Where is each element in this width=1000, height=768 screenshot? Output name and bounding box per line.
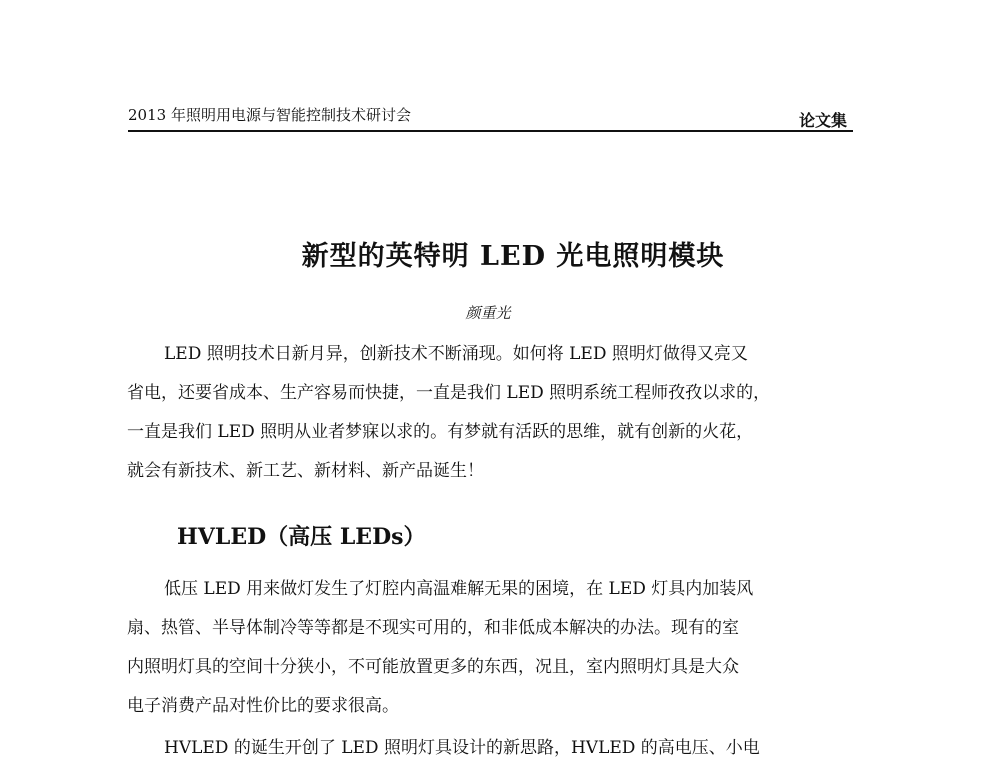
section-paragraph (127, 570, 855, 726)
intro-line: 省电，还要省成本、生产容易而快捷，一直是我们 LED 照明系统工程师孜孜以求的， (127, 383, 771, 403)
running-header (128, 100, 853, 132)
intro-line: 就会有新技术、新工艺、新材料、新产品诞生！ (127, 461, 484, 481)
section-line: 内照明灯具的空间十分狭小，不可能放置更多的东西，况且，室内照明灯具是大众 (127, 657, 739, 677)
paper-title: 新型的英特明 LED 光电照明模块 (301, 241, 725, 272)
proceedings-label: 论文集 (798, 111, 847, 130)
section-line: 电子消费产品对性价比的要求很高。 (127, 696, 399, 716)
section-heading: HVLED（高压 LEDs） (177, 524, 426, 550)
section-line: 扇、热管、半导体制冷等等都是不现实可用的，和非低成本解决的办法。现有的室 (127, 618, 739, 638)
author-name: 颜重光 (465, 304, 511, 322)
partial-line: HVLED 的诞生开创了 LED 照明灯具设计的新思路，HVLED 的高电压、小电 (164, 738, 760, 758)
intro-line: LED 照明技术日新月异，创新技术不断涌现。如何将 LED 照明灯做得又亮又 (164, 344, 748, 364)
section-line: 低压 LED 用来做灯发生了灯腔内高温难解无果的困境，在 LED 灯具内加装风 (164, 579, 754, 599)
conference-name: 2013 年照明用电源与智能控制技术研讨会 (128, 106, 411, 124)
intro-paragraph (127, 335, 855, 491)
next-paragraph (127, 729, 855, 768)
intro-line: 一直是我们 LED 照明从业者梦寐以求的。有梦就有活跃的思维，就有创新的火花， (127, 422, 754, 442)
